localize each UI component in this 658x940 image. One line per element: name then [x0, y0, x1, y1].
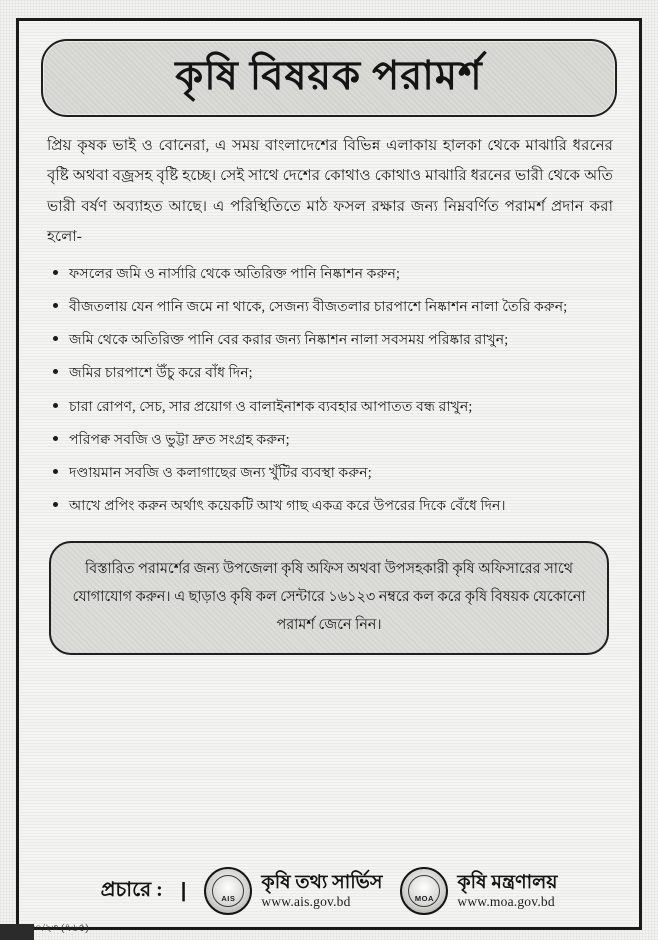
- poster-frame: [16, 18, 642, 930]
- poster-footer: [35, 857, 623, 919]
- list-item: [51, 294, 615, 320]
- list-item-text: জমির চারপাশে উঁচু করে বাঁধ দিন;: [69, 365, 253, 382]
- list-item-text: চারা রোপণ, সেচ, সার প্রয়োগ ও বালাইনাশক ব্যবহার আপাতত বন্ধ রাখুন;: [69, 398, 473, 415]
- page-title: কৃষি বিষয়ক পরামর্শ: [175, 53, 483, 98]
- list-item: [51, 261, 615, 287]
- list-item: [51, 327, 615, 353]
- list-item: [51, 427, 615, 453]
- moa-logo-text: MOA: [414, 893, 434, 903]
- list-item-text: বীজতলায় যেন পানি জমে না থাকে, সেজন্য বীজতলার চারপাশে নিষ্কাশন নালা তৈরি করুন;: [69, 298, 568, 315]
- org-moa: [400, 867, 557, 915]
- ais-logo-text: AIS: [221, 893, 236, 903]
- list-item-text: আখে প্রপিং করুন অর্থাৎ কয়েকটি আখ গাছ একত্র করে উপরের দিকে বেঁধে দিন।: [69, 498, 506, 515]
- bullet-icon: [53, 336, 58, 341]
- moa-name: কৃষি মন্ত্রণালয়: [457, 871, 558, 893]
- ais-name: কৃষি তথ্য সার্ভিস: [261, 871, 383, 893]
- list-item-text: ফসলের জমি ও নার্সারি থেকে অতিরিক্ত পানি নিষ্কাশন করুন;: [69, 265, 400, 282]
- poster-title-box: [41, 39, 617, 117]
- list-item-text: দণ্ডায়মান সবজি ও কলাগাছের জন্য খুঁটির ব্যবস্থা করুন;: [69, 465, 372, 482]
- footer-label: প্রচারে :: [100, 878, 163, 901]
- intro-paragraph: প্রিয় কৃষক ভাই ও বোনেরা, এ সময় বাংলাদেশের বিভিন্ন এলাকায় হালকা থেকে মাঝারি ধরনের বৃষ্টি অথবা বজ্রসহ বৃষ্টি হচ্ছে। সেই সাথে দেশের কোথাও কোথাও মাঝারি ধরনের ভারী থেকে অতি ভারী বর্ষণ অব্যাহত আছে। এ পরিস্থিতিতে মাঠ ফসল রক্ষার জন্য নিম্নবর্ণিত পরামর্শ প্রদান করা হলো-: [47, 137, 613, 246]
- advice-list: [35, 261, 623, 527]
- list-item: [51, 460, 615, 486]
- ais-logo-icon: [204, 867, 252, 915]
- list-item-text: পরিপক্ব সবজি ও ভুট্টা দ্রুত সংগ্রহ করুন;: [69, 431, 290, 448]
- ais-url: www.ais.gov.bd: [261, 894, 351, 910]
- bullet-icon: [53, 469, 58, 474]
- org-ais: [204, 867, 382, 915]
- bullet-icon: [53, 502, 58, 507]
- bullet-icon: [53, 369, 58, 374]
- moa-texts: [457, 871, 557, 912]
- list-item: [51, 394, 615, 420]
- bullet-icon: [53, 270, 58, 275]
- moa-url: www.moa.gov.bd: [457, 894, 555, 910]
- contact-note-text: বিস্তারিত পরামর্শের জন্য উপজেলা কৃষি অফিস অথবা উপসহকারী কৃষি অফিসারের সাথে যোগাযোগ করুন। এ ছাড়াও কৃষি কল সেন্টারে ১৬১২৩ নম্বরে কল করে কৃষি বিষয়ক যেকোনো পরামর্শ জেনে নিন।: [72, 560, 586, 633]
- bullet-icon: [53, 403, 58, 408]
- list-item: [51, 360, 615, 386]
- bullet-icon: [53, 303, 58, 308]
- contact-info-box: [49, 541, 609, 655]
- list-item-text: জমি থেকে অতিরিক্ত পানি বের করার জন্য নিষ্কাশন নালা সবসময় পরিষ্কার রাখুন;: [69, 332, 509, 349]
- list-item: [51, 493, 615, 519]
- moa-logo-icon: [400, 867, 448, 915]
- bullet-icon: [53, 436, 58, 441]
- footer-separator: |: [180, 879, 187, 902]
- corner-code: নং ১৩০/২৩ (৭৬৫): [8, 923, 89, 934]
- ais-texts: [261, 871, 382, 912]
